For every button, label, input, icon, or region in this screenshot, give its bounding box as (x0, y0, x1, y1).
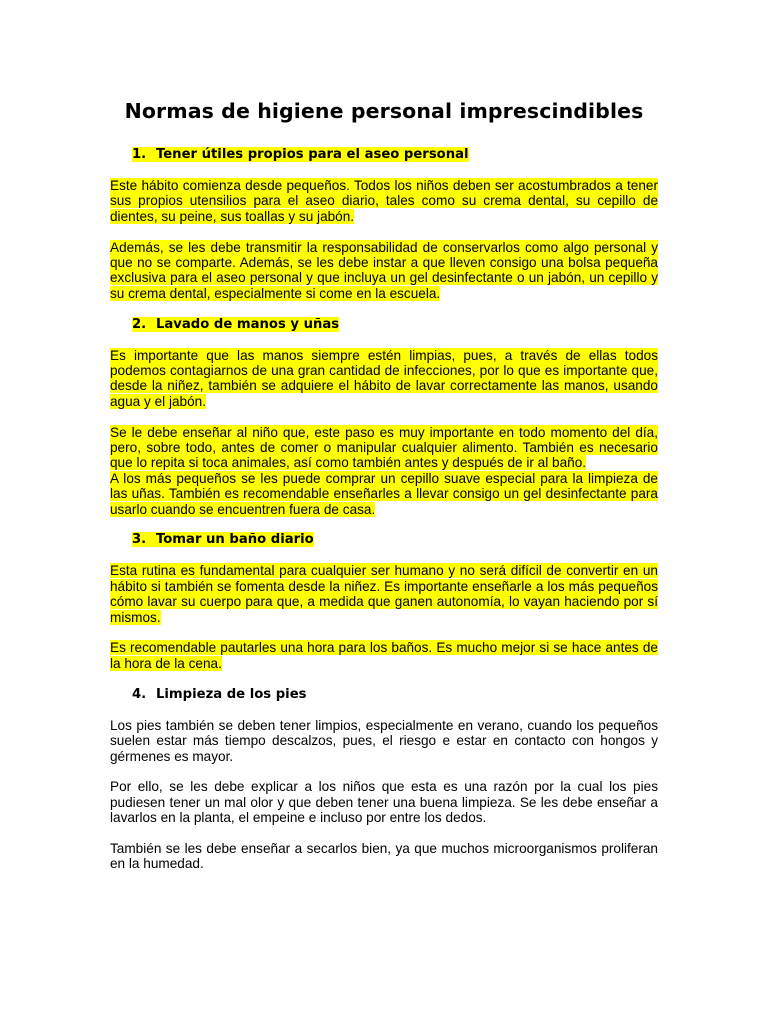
paragraph-2-3: A los más pequeños se les puede comprar un cepillo suave especial para la limpieza de las uñas. También es recomendable enseñarles a llevar consigo un gel desinfectante para usarlo cuando se encuentren fuera de casa. (110, 470, 658, 517)
section-number-2: 2. (132, 316, 147, 332)
document-title: Normas de higiene personal imprescindibles (124, 99, 644, 123)
section-heading-2-text: Lavado de manos y uñas (156, 316, 340, 332)
paragraph-2-2: Se le debe enseñar al niño que, este paso es muy importante en todo momento del día, pero, sobre todo, antes de comer o manipular cualquier alimento. También es necesario que lo repita si toca animales, así como también antes y después de ir al baño. (110, 424, 658, 471)
section-heading-2-highlight (132, 317, 339, 332)
paragraph-4-2: Por ello, se les debe explicar a los niños que esta es una razón por la cual los pies pudiesen tener un mal olor y que deben tener una buena limpieza. Se les debe enseñar a lavarlos en la planta, el empeine e incluso por entre los dedos. (110, 779, 658, 826)
paragraph-3-1: Esta rutina es fundamental para cualquier ser humano y no será difícil de convertir en un hábito si también se fomenta desde la niñez. Es importante enseñarle a los más pequeños cómo lavar su cuerpo para que, a medida que ganen autonomía, lo vayan haciendo por sí mismos. (110, 563, 658, 625)
paragraph-1-1: Este hábito comienza desde pequeños. Todos los niños deben ser acostumbrados a tener sus propios utensilios para el aseo diario, tales como su crema dental, su cepillo de dientes, su peine, sus toallas y su jabón. (110, 178, 658, 224)
paragraph-4-1: Los pies también se deben tener limpios, especialmente en verano, cuando los pequeños suelen estar más tiempo descalzos, pues, el riesgo e estar en contacto con hongos y gérmenes es mayor. (110, 717, 658, 764)
section-heading-3-highlight (132, 532, 314, 547)
paragraph-2-1: Es importante que las manos siempre estén limpias, pues, a través de ellas todos podemos contagiarnos de una gran cantidad de infecciones, por lo que es importante que, desde la niñez, también se adquiere el hábito de lavar correctamente las manos, usando agua y el jabón. (110, 347, 658, 409)
paragraph-4-3: También se les debe enseñar a secarlos bien, ya que muchos microorganismos proliferan en la humedad. (110, 840, 658, 872)
section-number-4: 4. (132, 686, 147, 702)
section-heading-1 (132, 147, 658, 163)
paragraph-3-2: Es recomendable pautarles una hora para los baños. Es mucho mejor si se hace antes de la hora de la cena. (110, 640, 658, 671)
section-heading-1-text: Tener útiles propios para el aseo personal (156, 147, 469, 162)
section-number-1: 1. (132, 147, 147, 162)
section-heading-2 (132, 317, 658, 333)
section-number-3: 3. (132, 532, 147, 548)
section-heading-4 (132, 687, 658, 703)
section-heading-3 (132, 532, 658, 548)
section-heading-4-text: Limpieza de los pies (156, 686, 307, 702)
section-heading-3-text: Tomar un baño diario (156, 532, 314, 548)
paragraph-1-2: Además, se les debe transmitir la responsabilidad de conservarlos como algo personal y que no se comparte. Además, se les debe instar a que lleven consigo una bolsa pequeña exclusiva para el aseo personal y que incluya un gel desinfectante o un jabón, un cepillo y su crema dental, especialmente si come en la escuela. (110, 239, 658, 301)
section-heading-1-highlight (132, 147, 469, 162)
